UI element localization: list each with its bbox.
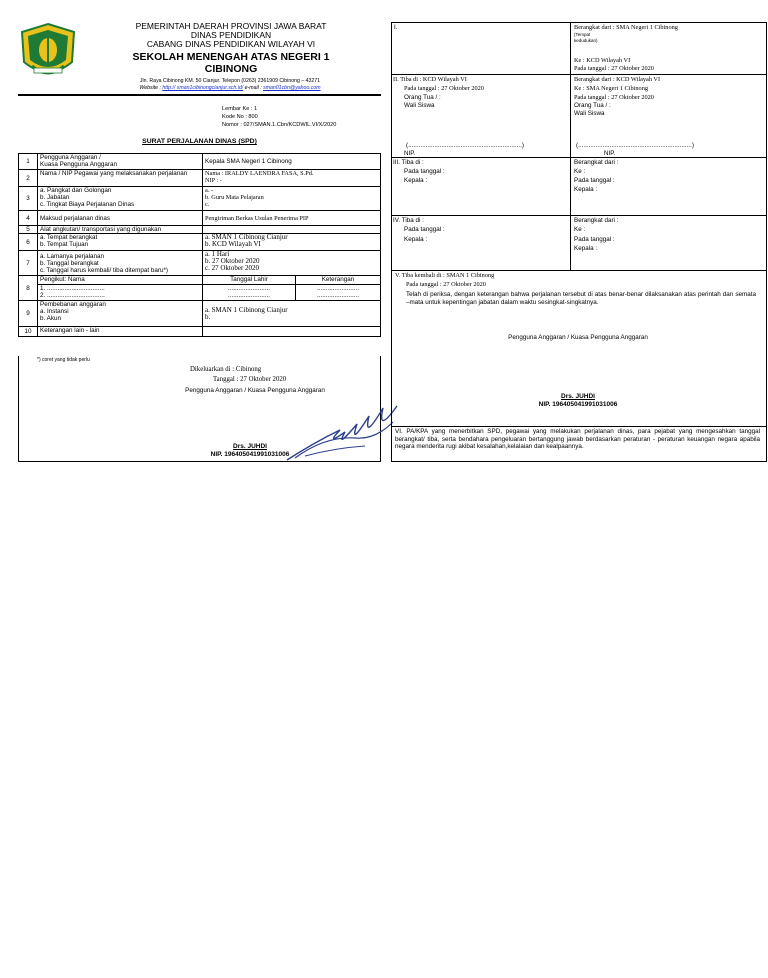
kop-line-3: CABANG DINAS PENDIDIKAN WILAYAH VI [146, 39, 316, 49]
label-a: a. Lamanya perjalanan [40, 252, 105, 260]
table-row [19, 251, 381, 276]
kode-no: Kode No : 800 [222, 114, 258, 120]
row-label: Pengikut: Nama [38, 276, 203, 285]
table-row [19, 285, 381, 301]
tempat-kedudukan: (Tempat kedudukan) [574, 32, 598, 43]
ii-wali-r: Wali Siswa [574, 110, 605, 117]
center-divider [570, 22, 571, 270]
ii-sign-line: (.................................................................) [406, 142, 524, 149]
dob-2: ........................ [228, 292, 270, 299]
ii-guardian: Orang Tua / : [404, 94, 441, 101]
row-label [38, 285, 203, 301]
v-date: Pada tanggal : 27 Oktober 2020 [406, 281, 486, 288]
row-value [203, 285, 296, 301]
table-row [19, 226, 381, 234]
table-row [19, 276, 381, 285]
row-value: Pengiriman Berkas Usulan Penerima PIP [203, 211, 381, 226]
table-row [19, 234, 381, 251]
email-label: e-mail : [243, 85, 264, 91]
iv-head: Kepala : [404, 236, 428, 243]
label-b: b. Akun [40, 315, 62, 322]
table-row [19, 211, 381, 226]
iii-to: Ke : [574, 168, 586, 175]
frame-left [18, 356, 19, 462]
website-link[interactable]: http:// sman1cibinongcianjur.sch.id/ [162, 85, 244, 91]
follower-1: 1. ................................. [40, 285, 105, 292]
row-label: Keterangan lain - lain [38, 327, 203, 337]
depart-from: Berangkat dari : SMA Negeri 1 Cibinong [574, 24, 678, 31]
value-b: b. KCD Wilayah VI [205, 240, 261, 248]
kop-line-1: PEMERINTAH DAERAH PROVINSI JAWA BARAT [135, 21, 327, 31]
doc-title: SURAT PERJALANAN DINAS (SPD) [142, 138, 257, 145]
row-label [38, 187, 203, 211]
iv-depart: Berangkat dari : [574, 217, 619, 224]
table-row [19, 327, 381, 337]
iii-date-r: Pada tanggal : [574, 177, 615, 184]
iv-date: Pada tanggal : [404, 226, 445, 233]
table-row [19, 301, 381, 327]
ii-wali: Wali Siswa [404, 102, 435, 109]
issued-date: Tanggal : 27 Oktober 2020 [213, 376, 287, 383]
v-nip: NIP. 196405041991031006 [538, 401, 618, 408]
row-label: Maksud perjalanan dinas [38, 211, 203, 226]
website-label: Website : [139, 85, 163, 91]
divider-5 [391, 426, 766, 427]
kop-line-2: DINAS PENDIDIKAN [190, 30, 272, 40]
traveler-name: Nama : IRALDY LAENDRA FASA, S.Pd. [205, 170, 314, 177]
vi-statement: VI. PA/KPA yang menerbitkan SPD, pegawai yang melakukan perjalanan dinas, para pejabat yang mengesahkan tanggal berangkat/ tiba, serta bendahara pengeluaran bertanggung jawab berdasarkan peraturan - peraturan keuangan negara apabila negara menderita rugi akibat kesalahan,kelalaian dan kealpaannya. [395, 428, 760, 450]
ii-depart-from: Berangkat dari : KCD Wilayah VI [574, 76, 661, 83]
row-number: 3 [19, 187, 38, 211]
note-2: ........................ [317, 292, 359, 299]
label-a: a. Pangkat dan Golongan [40, 187, 112, 194]
issued-place: Dikeluarkan di : Cibinong [190, 366, 262, 373]
traveler-nip: NIP : - [205, 177, 222, 184]
row-value [203, 234, 381, 251]
spd-table [18, 153, 381, 337]
row-value [203, 187, 381, 211]
row-number: 2 [19, 170, 38, 187]
kop-divider [18, 94, 381, 96]
row-number: 4 [19, 211, 38, 226]
divider-2 [391, 157, 766, 158]
ii-sign-line-r: (.................................................................) [576, 142, 694, 149]
divider-3 [391, 215, 766, 216]
iii-date: Pada tanggal : [404, 168, 445, 175]
dob-1: ........................ [228, 285, 270, 292]
ii-nip: NIP. [404, 150, 416, 157]
label-b: b. Tanggal berangkat [40, 259, 99, 267]
label-c: c. Tingkat Biaya Perjalanan Dinas [40, 201, 135, 208]
iii-head-r: Kepala : [574, 186, 598, 193]
iii-head: Kepala : [404, 177, 428, 184]
value-c: c. 27 Oktober 2020 [205, 264, 260, 272]
iv-to: Ke : [574, 226, 586, 233]
school-name-2: CIBINONG [204, 63, 258, 75]
ii-arrive: II. Tiba di : KCD Wilayah VI [393, 76, 467, 83]
v-statement: Telah di periksa, dengan keterangan bahwa perjalanan tersebut di atas benar-benar dilaksanakan atas perintah dan semata –mata untuk kepentingan jabatan dalam waktu sesingkat-singkatnya. [406, 291, 756, 306]
row-label [38, 234, 203, 251]
value-a: a. 1 Hari [205, 250, 230, 258]
col-header: Keterangan [296, 276, 381, 285]
value-a: a. SMAN 1 Cibinong Cianjur [205, 305, 288, 314]
col-header: Tanggal Lahir [203, 276, 296, 285]
label-a: a. Tempat berangkat [40, 234, 98, 241]
issuer-name: Drs. JUHDI [233, 443, 267, 450]
ii-to: Ke : SMA Negeri 1 Cibinong [574, 85, 648, 92]
ii-date: Pada tanggal : 27 Oktober 2020 [404, 85, 484, 92]
school-contact [90, 85, 370, 92]
iv-head-r: Kepala : [574, 245, 598, 252]
iii-arrive: III. Tiba di : [393, 159, 424, 166]
school-address: Jln. Raya Cibinong KM. 50 Cianjur. Telepon (0263) 2361909 Cibinong – 43271 [139, 78, 321, 84]
ii-date-r: Pada tanggal : 27 Oktober 2020 [574, 94, 654, 101]
row-value [203, 251, 381, 276]
value-b: b. Guru Mata Pelajaran [205, 194, 264, 201]
label-b: b. Jabatan [40, 194, 70, 201]
value-c: c. [205, 201, 210, 208]
issuer-nip: NIP. 196405041991031006 [210, 451, 290, 458]
west-java-emblem [18, 22, 78, 84]
spd-right-page [384, 0, 768, 470]
iv-arrive: IV. Tiba di : [393, 217, 424, 224]
row-label: Nama / NIP Pegawai yang melaksanakan perjalanan [38, 170, 203, 187]
row-label: Pengguna Anggaran / Kuasa Pengguna Anggaran [38, 154, 203, 170]
row-number: 10 [19, 327, 38, 337]
table-row [19, 170, 381, 187]
section-i-number: I. [394, 24, 398, 31]
follower-2: 2. ................................. [40, 292, 105, 299]
label-b: b. Tempat Tujuan [40, 241, 89, 248]
table-row [19, 154, 381, 170]
row-label [38, 301, 203, 327]
divider-1 [391, 74, 766, 75]
row-number: 5 [19, 226, 38, 234]
row-value [296, 285, 381, 301]
row-label: Alat angkutan/ transportasi yang digunakan [38, 226, 203, 234]
row-value: Kepala SMA Negeri 1 Cibinong [203, 154, 381, 170]
row-number: 1 [19, 154, 38, 170]
value-a: a. - [205, 187, 214, 194]
spd-left-page [0, 0, 384, 470]
lembar-ke: Lembar Ke : 1 [222, 106, 258, 112]
nomor-surat: Nomor : 027/SMAN.1.Cbn/KCDWIL.VI/X/2020 [222, 122, 337, 128]
row-value [203, 170, 381, 187]
v-name: Drs. JUHDI [561, 393, 595, 400]
ii-nip-r: NIP. [604, 150, 616, 157]
note-1: ........................ [317, 285, 359, 292]
row-label [38, 251, 203, 276]
row-number: 9 [19, 301, 38, 327]
footnote: *) coret yang tidak perlu [37, 357, 90, 363]
row-number: 7 [19, 251, 38, 276]
value-b: b. [205, 312, 211, 321]
depart-date: Pada tanggal : 27 Oktober 2020 [574, 65, 654, 72]
label-main: Pembebanan anggaran [40, 301, 106, 308]
iii-depart: Berangkat dari : [574, 159, 619, 166]
value-a: a. SMAN 1 Cibinong Cianjur [205, 233, 288, 241]
value-b: b. 27 Oktober 2020 [205, 257, 260, 265]
school-name: SEKOLAH MENENGAH ATAS NEGERI 1 [132, 51, 330, 63]
label-a: a. Instansi [40, 308, 69, 315]
row-number: 6 [19, 234, 38, 251]
divider-4 [391, 270, 766, 271]
v-role: Pengguna Anggaran / Kuasa Pengguna Anggaran [508, 334, 648, 341]
ii-guardian-r: Orang Tua / : [574, 102, 611, 109]
email-link[interactable]: sman01cbn@yahoo.com [263, 85, 321, 91]
row-value [203, 327, 381, 337]
issuer-role: Pengguna Anggaran / Kuasa Pengguna Anggaran [185, 387, 325, 394]
label-c: c. Tanggal harus kembali/ tiba ditempat baru*) [40, 266, 168, 274]
row-value [203, 301, 381, 327]
destination: Ke : KCD Wilayah VI [574, 57, 631, 64]
v-return: V. Tiba kembali di : SMAN 1 Cibinong [395, 272, 495, 279]
row-number: 8 [19, 276, 38, 301]
table-row [19, 187, 381, 211]
iv-date-r: Pada tanggal : [574, 236, 615, 243]
